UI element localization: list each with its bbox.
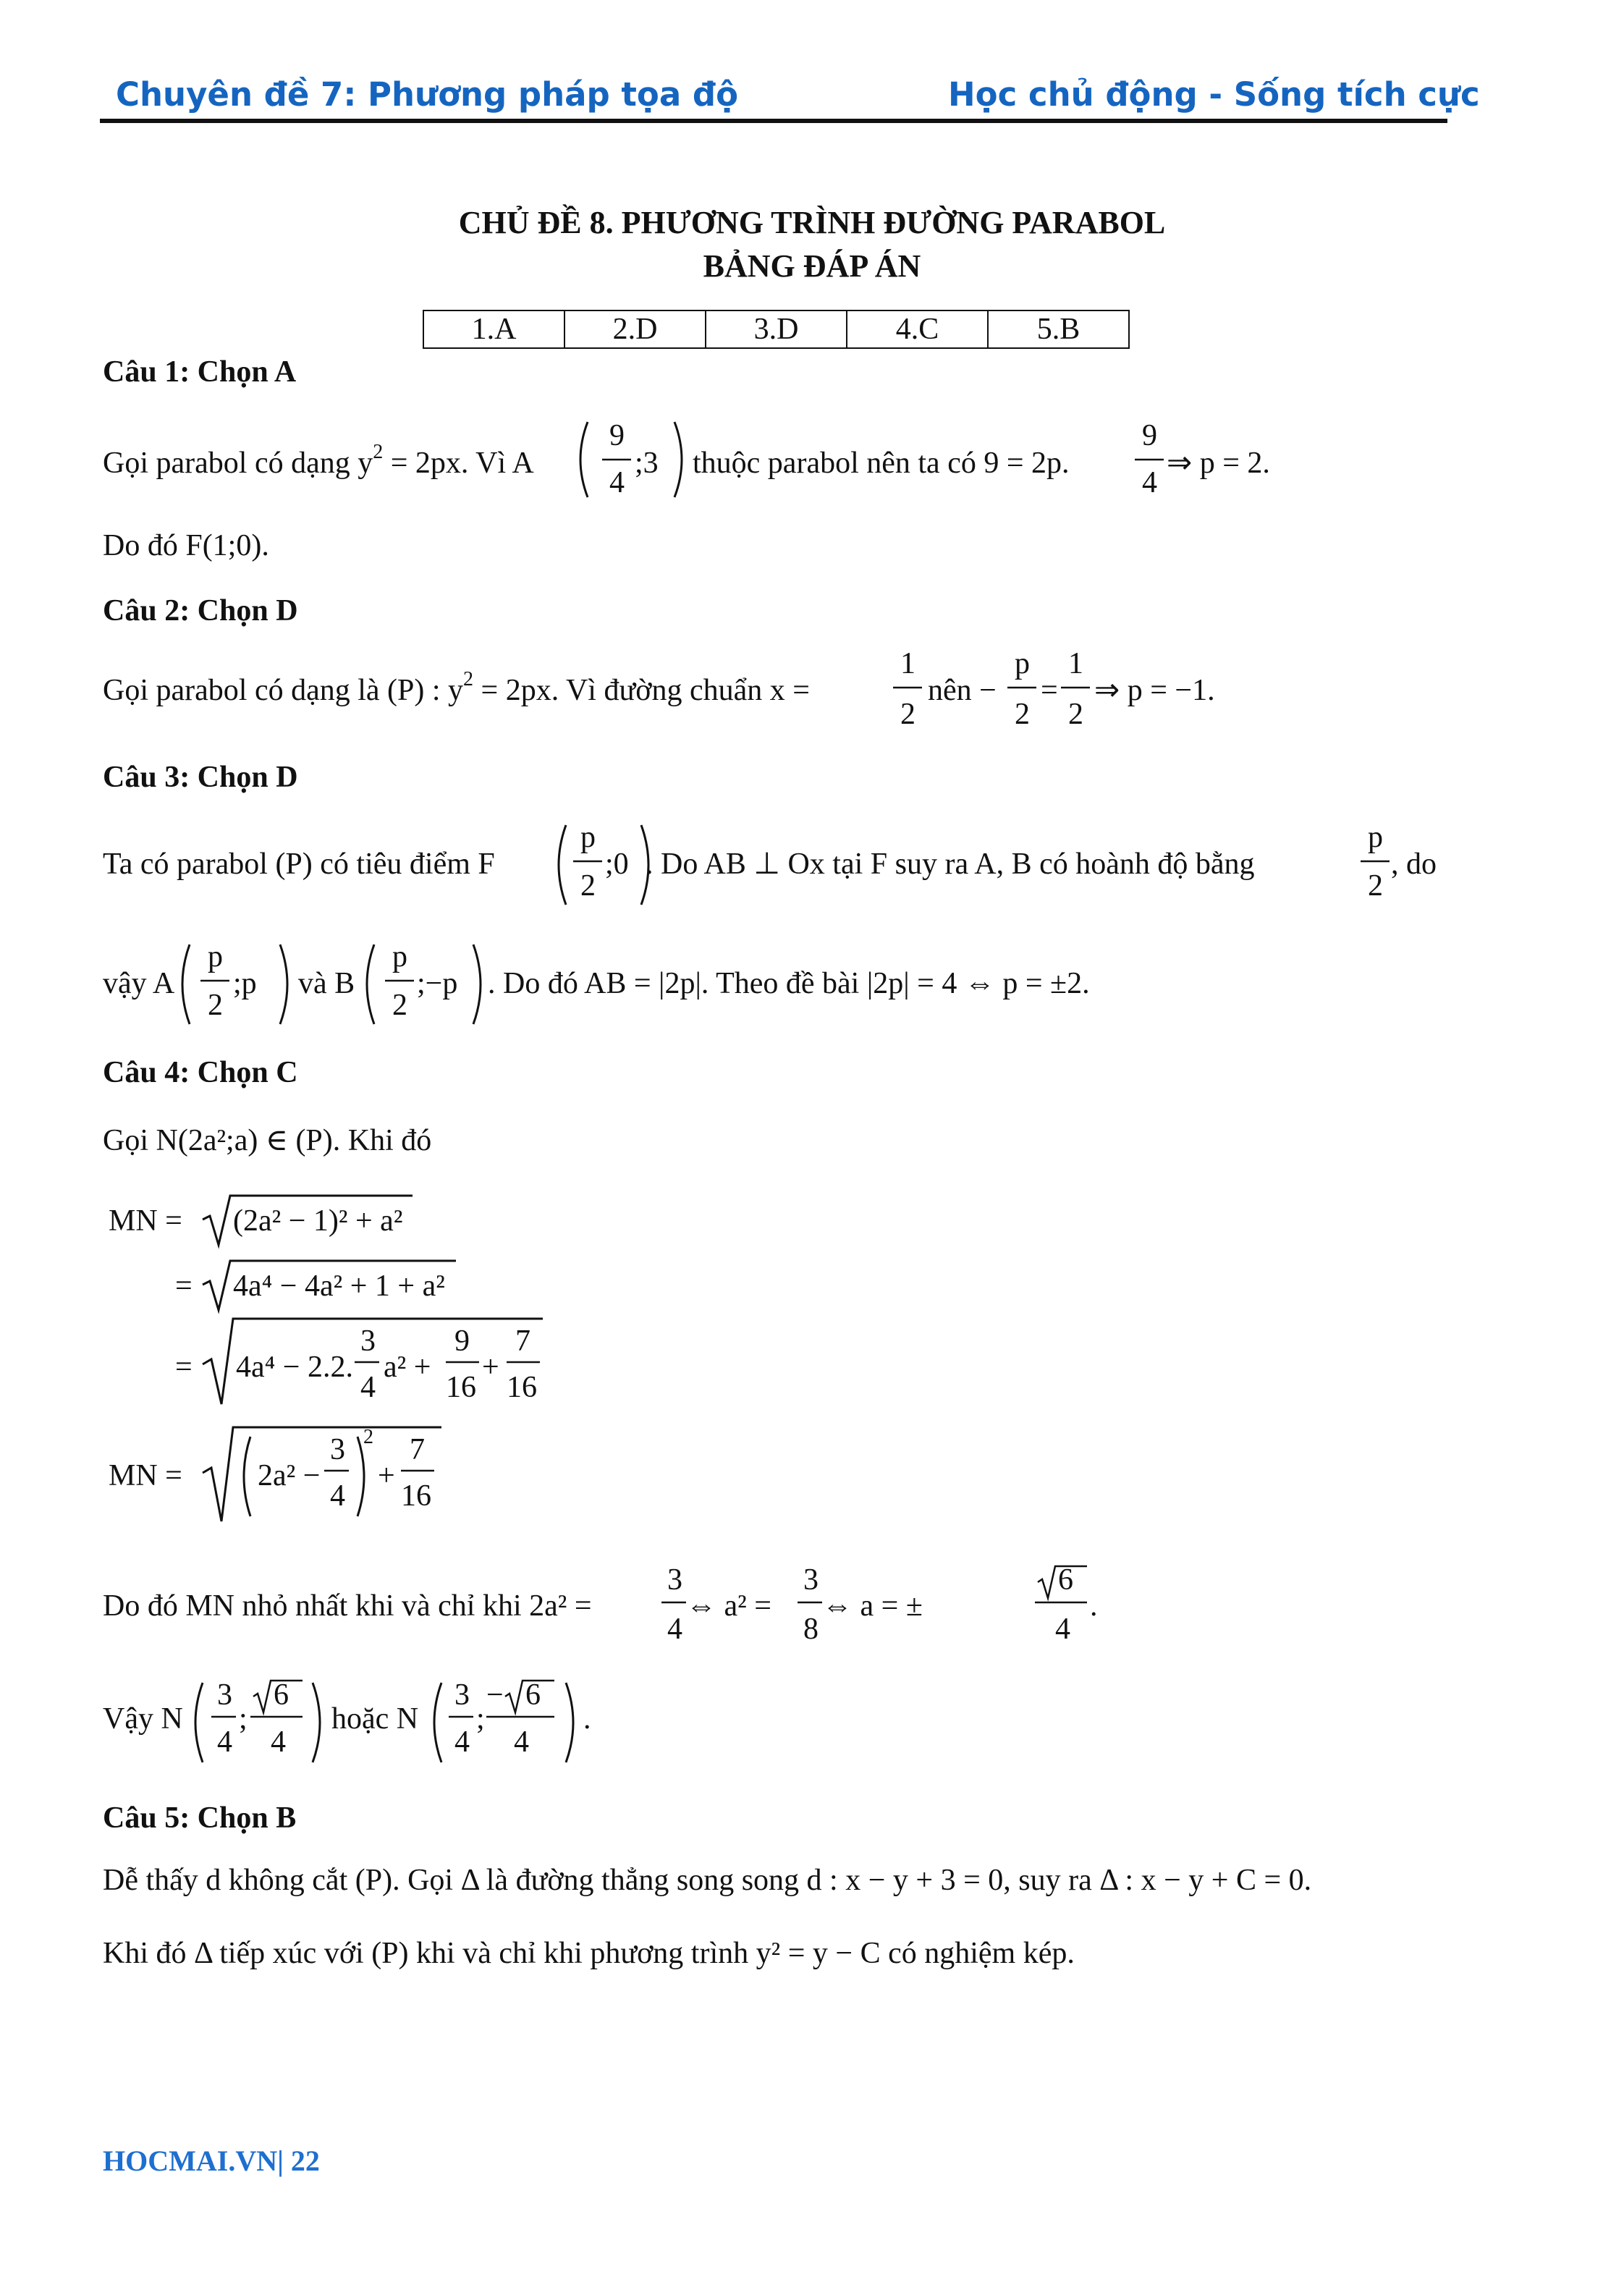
q4-text: Do đó MN nhỏ nhất khi và chỉ khi 2a² = [103,1589,592,1623]
q1-line2: Do đó F(1;0). [103,529,269,562]
frac-den: 4 [1055,1613,1070,1646]
frac-den: 2 [1068,698,1083,731]
frac-den: 4 [330,1479,345,1513]
frac-num: 1 [1068,648,1083,680]
q3-equation-2 [103,934,1333,1035]
radicand: (2a² − 1)² + a² [233,1204,403,1238]
equals-sign: = [1041,674,1058,707]
q4-result [103,1672,754,1773]
equals-sign: = [175,1269,193,1303]
q3-text: vậy A [103,967,175,1000]
exponent: 2 [363,1426,373,1448]
answer-cell: 2.D [564,310,706,348]
q5-line2: Khi đó Δ tiếp xúc với (P) khi và chỉ khi phương trình y² = y − C có nghiệm kép. [103,1937,1075,1970]
radicand: 2a² − [258,1459,321,1492]
frac-num: 3 [667,1563,682,1597]
separator: ; [476,1702,485,1736]
paren-right [313,1683,320,1762]
q4-heading: Câu 4: Chọn C [103,1056,298,1089]
frac-den: 16 [507,1371,537,1404]
paren-right [473,945,481,1024]
paren-left [182,945,190,1024]
answer-table [423,310,1130,349]
q5-heading: Câu 5: Chọn B [103,1801,297,1835]
q4-text: ⇔ a = ± [822,1589,923,1623]
q4-text: ⇔ a² = [686,1589,771,1623]
q3-text-mid: và B [298,967,355,1000]
page-title: CHỦ ĐỀ 8. PHƯƠNG TRÌNH ĐƯỜNG PARABOL [458,205,1166,240]
plus-sign: + [378,1459,395,1492]
frac-num: 3 [803,1563,819,1597]
period: . [1090,1589,1098,1623]
frac-den: 2 [900,698,915,731]
frac-num: p [392,940,407,973]
frac-num: p [1015,648,1030,680]
frac-num: p [208,940,223,973]
q1-equation [103,409,1333,510]
paren-right [280,945,287,1024]
frac-den: 2 [580,869,596,903]
frac-num: 9 [609,419,625,452]
q5-line1: Dễ thấy d không cắt (P). Gọi Δ là đường thẳng song song d : x − y + 3 = 0, suy ra Δ : x − y + C = 0. [103,1864,1312,1897]
q3-text-end: , do [1391,848,1437,881]
q2-heading: Câu 2: Chọn D [103,594,298,628]
paren-left [434,1683,441,1762]
paren-right [674,422,682,497]
radicand: 4a⁴ − 2.2. [236,1351,353,1384]
header-right: Học chủ động - Sống tích cực [948,75,1480,114]
plus-sign: + [482,1351,499,1384]
frac-num: 3 [330,1433,345,1466]
radicand: a² + [384,1351,431,1384]
q4-derivation [109,1187,615,1534]
frac-num: p [1368,821,1383,854]
frac-den: 4 [514,1725,529,1759]
paren-right [566,1683,573,1762]
q4-text: Vậy N [103,1702,183,1736]
q2-text-mid: nên − [928,674,997,707]
frac-den: 16 [446,1371,476,1404]
frac-num: 3 [217,1678,232,1712]
frac-num: 1 [900,648,915,680]
answer-cell: 3.D [706,310,847,348]
q1-text-mid: thuộc parabol nên ta có 9 = 2p. [693,447,1070,480]
paren-left [195,1683,203,1762]
answer-cell: 5.B [988,310,1129,348]
mn-label: MN = [109,1459,182,1492]
q4-conclusion [103,1563,1116,1657]
q3-text-mid: . Do AB ⊥ Ox tại F suy ra A, B có hoành độ bằng [646,848,1255,881]
frac-num: p [580,821,596,854]
q1-text: Gọi parabol có dạng $y^2 = 2px$. Vì A [103,441,534,480]
frac-num: 9 [1142,419,1157,452]
q2-equation [103,648,1333,749]
frac-num: 3 [360,1324,376,1358]
frac-den: 8 [803,1613,819,1646]
frac-num: 9 [454,1324,470,1358]
footer-page-number: HOCMAI.VN| 22 [103,2145,320,2177]
separator: ; [239,1702,248,1736]
frac-den: 4 [217,1725,232,1759]
q3-text-end: . Do đó AB = |2p|. Theo đề bài |2p| = 4 ⇔ p = ±2. [488,967,1090,1000]
paren-left [559,825,566,905]
frac-num: 7 [410,1433,425,1466]
frac-den: 2 [392,989,407,1022]
q3-equation-1 [103,814,1478,916]
frac-den: 2 [208,989,223,1022]
minus-sign: − [486,1678,504,1712]
frac-num: 6 [274,1678,289,1712]
header-rule [100,119,1447,123]
frac-den: 4 [667,1613,682,1646]
frac-den: 4 [360,1371,376,1404]
q1-text-end: ⇒ p = 2. [1167,447,1270,480]
q4-line1: Gọi N(2a²;a) ∈ (P). Khi đó [103,1124,432,1157]
answer-cell: 1.A [423,310,564,348]
frac-num: 7 [515,1324,530,1358]
q3-text: Ta có parabol (P) có tiêu điểm F [103,848,495,881]
frac-den: 4 [271,1725,286,1759]
header-left: Chuyên đề 7: Phương pháp tọa độ [116,75,738,114]
paren-left [244,1437,250,1516]
point-coord: ;0 [605,848,629,881]
paren-left [580,422,588,497]
frac-den: 4 [1142,466,1157,499]
point-coord: ;3 [635,447,659,480]
frac-num: 3 [454,1678,470,1712]
q3-heading: Câu 3: Chọn D [103,761,298,794]
q2-text: Gọi parabol có dạng là (P) : $y^2 = 2px$. Vì đường chuẩn x = [103,668,810,707]
point-coord: ;−p [417,967,458,1000]
frac-den: 16 [401,1479,431,1513]
radicand: 4a⁴ − 4a² + 1 + a² [233,1269,445,1303]
frac-den: 4 [454,1725,470,1759]
frac-num: 6 [525,1678,541,1712]
answer-cell: 4.C [847,310,988,348]
frac-den: 2 [1015,698,1030,731]
period: . [583,1702,591,1736]
point-coord: ;p [233,967,257,1000]
frac-num: 6 [1058,1563,1073,1597]
q1-heading: Câu 1: Chọn A [103,355,297,389]
q4-text: hoặc N [331,1702,419,1736]
paren-left [367,945,374,1024]
answer-table-title: BẢNG ĐÁP ÁN [703,248,921,284]
mn-label: MN = [109,1204,182,1238]
equals-sign: = [175,1351,193,1384]
frac-den: 2 [1368,869,1383,903]
paren-right [358,1437,364,1516]
frac-den: 4 [609,466,625,499]
q2-text-end: ⇒ p = −1. [1094,674,1215,707]
